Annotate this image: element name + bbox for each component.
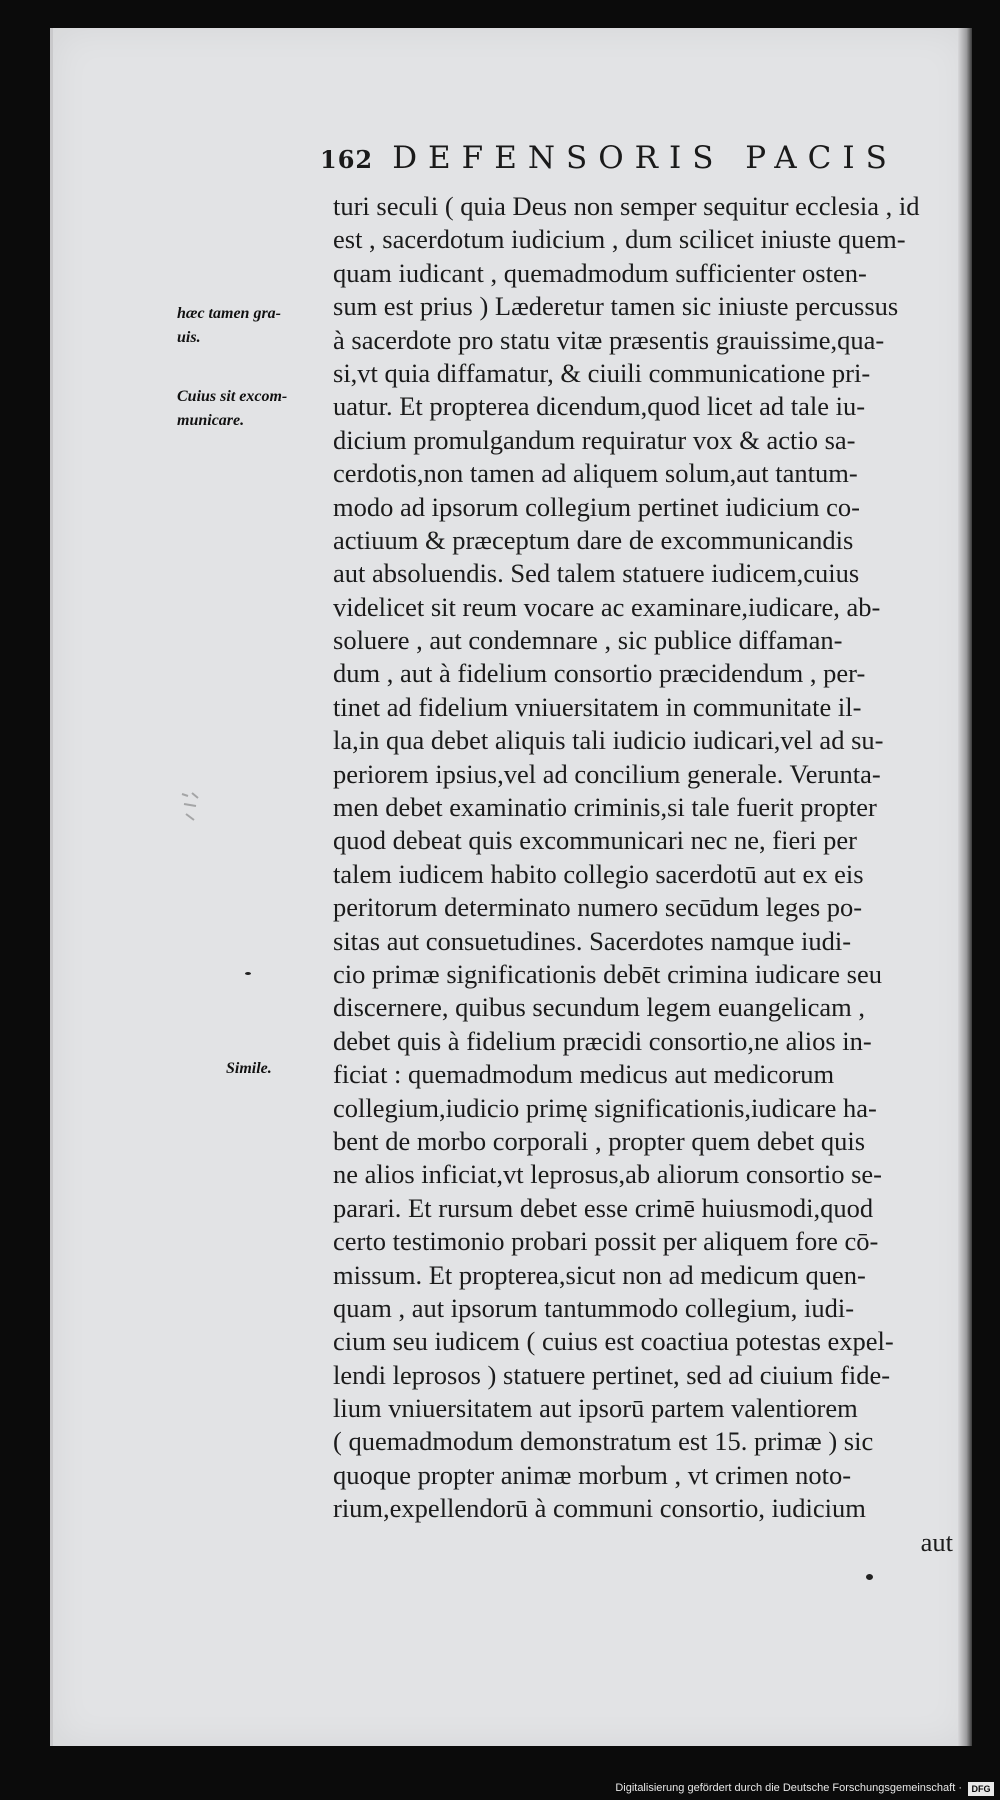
text-line: lium vniuersitatem aut ipsorū partem valentiorem: [333, 1393, 858, 1424]
text-line: si,vt quia diffamatur, & ciuili communicatione pri-: [333, 357, 871, 388]
text-line: cerdotis,non tamen ad aliquem solum,aut tantum-: [333, 458, 858, 489]
text-line: quam iudicant , quemadmodum sufficienter osten-: [333, 257, 867, 288]
running-title: DEFENSORIS PACIS: [392, 140, 898, 176]
text-line: certo testimonio probari possit per aliquem fore cō-: [333, 1226, 879, 1257]
text-line: est , sacerdotum iudicium , dum scilicet iniuste quem-: [333, 224, 906, 255]
text-line: collegium,iudicio primę significationis,iudicare ha-: [333, 1092, 877, 1123]
ink-dot: [245, 972, 251, 975]
text-line: ( quemadmodum demonstratum est 15. primæ ) sic: [333, 1426, 874, 1457]
page-number: 162: [320, 145, 374, 174]
text-line: debet quis à fidelium præcidi consortio,ne alios in-: [333, 1025, 872, 1056]
text-line: dum , aut à fidelium consortio præcidendum , per-: [333, 658, 866, 689]
text-line: uatur. Et propterea dicendum,quod licet ad tale iu-: [333, 391, 866, 422]
text-line: discernere, quibus secundum legem euangelicam ,: [333, 992, 866, 1023]
dfg-logo: DFG: [968, 1782, 994, 1796]
text-line: peritorum determinato numero secūdum leges po-: [333, 892, 863, 923]
margin-note-grauis: [177, 302, 281, 350]
catchword: aut: [920, 1526, 953, 1557]
text-line: talem iudicem habito collegio sacerdotū aut ex eis: [333, 858, 864, 889]
text-line: ficiat : quemadmodum medicus aut medicorum: [333, 1059, 835, 1090]
main-text-block: [333, 190, 963, 1559]
text-line: lendi leprosos ) statuere pertinet, sed ad ciuium fide-: [333, 1359, 891, 1390]
digitization-credit: Digitalisierung gefördert durch die Deutsche Forschungsgemeinschaft ·: [615, 1782, 962, 1794]
margin-note-simile: [226, 1057, 272, 1081]
text-line: videlicet sit reum vocare ac examinare,iudicare, ab-: [333, 591, 881, 622]
text-line: la,in qua debet aliquis tali iudicio iudicari,vel ad su-: [333, 725, 884, 756]
text-line: men debet examinatio criminis,si tale fuerit propter: [333, 792, 877, 823]
text-line: cio primæ significationis debēt crimina iudicare seu: [333, 958, 882, 989]
ink-dot: [866, 1574, 873, 1580]
text-line: quoque propter animæ morbum , vt crimen noto-: [333, 1459, 852, 1490]
text-line: dicium promulgandum requiratur vox & actio sa-: [333, 424, 856, 455]
text-line: parari. Et rursum debet esse crimē huiusmodi,quod: [333, 1192, 874, 1223]
text-line: tinet ad fidelium vniuersitatem in communitate il-: [333, 691, 862, 722]
text-line: turi seculi ( quia Deus non semper sequitur ecclesia , id: [333, 191, 920, 221]
text-line: à sacerdote pro statu vitæ præsentis grauissime,qua-: [333, 324, 885, 355]
margin-note-line: hæc tamen gra-: [177, 305, 281, 322]
text-line: quod debeat quis excommunicari nec ne, fieri per: [333, 825, 857, 856]
text-line: bent de morbo corporali , propter quem debet quis: [333, 1125, 866, 1156]
margin-note-excommunicare: [177, 385, 287, 433]
margin-note-line: uis.: [177, 329, 201, 346]
text-line: sum est prius ) Læderetur tamen sic iniuste percussus: [333, 291, 899, 322]
text-line: aut absoluendis. Sed talem statuere iudicem,cuius: [333, 558, 860, 589]
text-line: cium seu iudicem ( cuius est coactiua potestas expel-: [333, 1326, 894, 1357]
text-line: rium,expellendorū à communi consortio, iudicium: [333, 1493, 866, 1524]
faded-margin-mark: [178, 790, 204, 824]
running-head: [320, 140, 940, 184]
margin-note-line: municare.: [177, 412, 245, 429]
text-line: modo ad ipsorum collegium pertinet iudicium co-: [333, 491, 860, 522]
margin-note-line: Cuius sit excom-: [177, 388, 288, 405]
text-line: missum. Et propterea,sicut non ad medicum quen-: [333, 1259, 866, 1290]
text-line: periorem ipsius,vel ad concilium generale. Veruntа-: [333, 758, 881, 789]
text-line: soluere , aut condemnare , sic publice diffaman-: [333, 625, 843, 656]
text-line: quam , aut ipsorum tantummodo collegium, iudi-: [333, 1292, 855, 1323]
text-line: actiuum & præceptum dare de excommunicandis: [333, 524, 854, 555]
text-line: sitas aut consuetudines. Sacerdotes namque iudi-: [333, 925, 852, 956]
margin-note-line: Simile.: [226, 1060, 272, 1077]
text-line: ne alios inficiat,vt leprosus,ab aliorum consortio se-: [333, 1159, 883, 1190]
